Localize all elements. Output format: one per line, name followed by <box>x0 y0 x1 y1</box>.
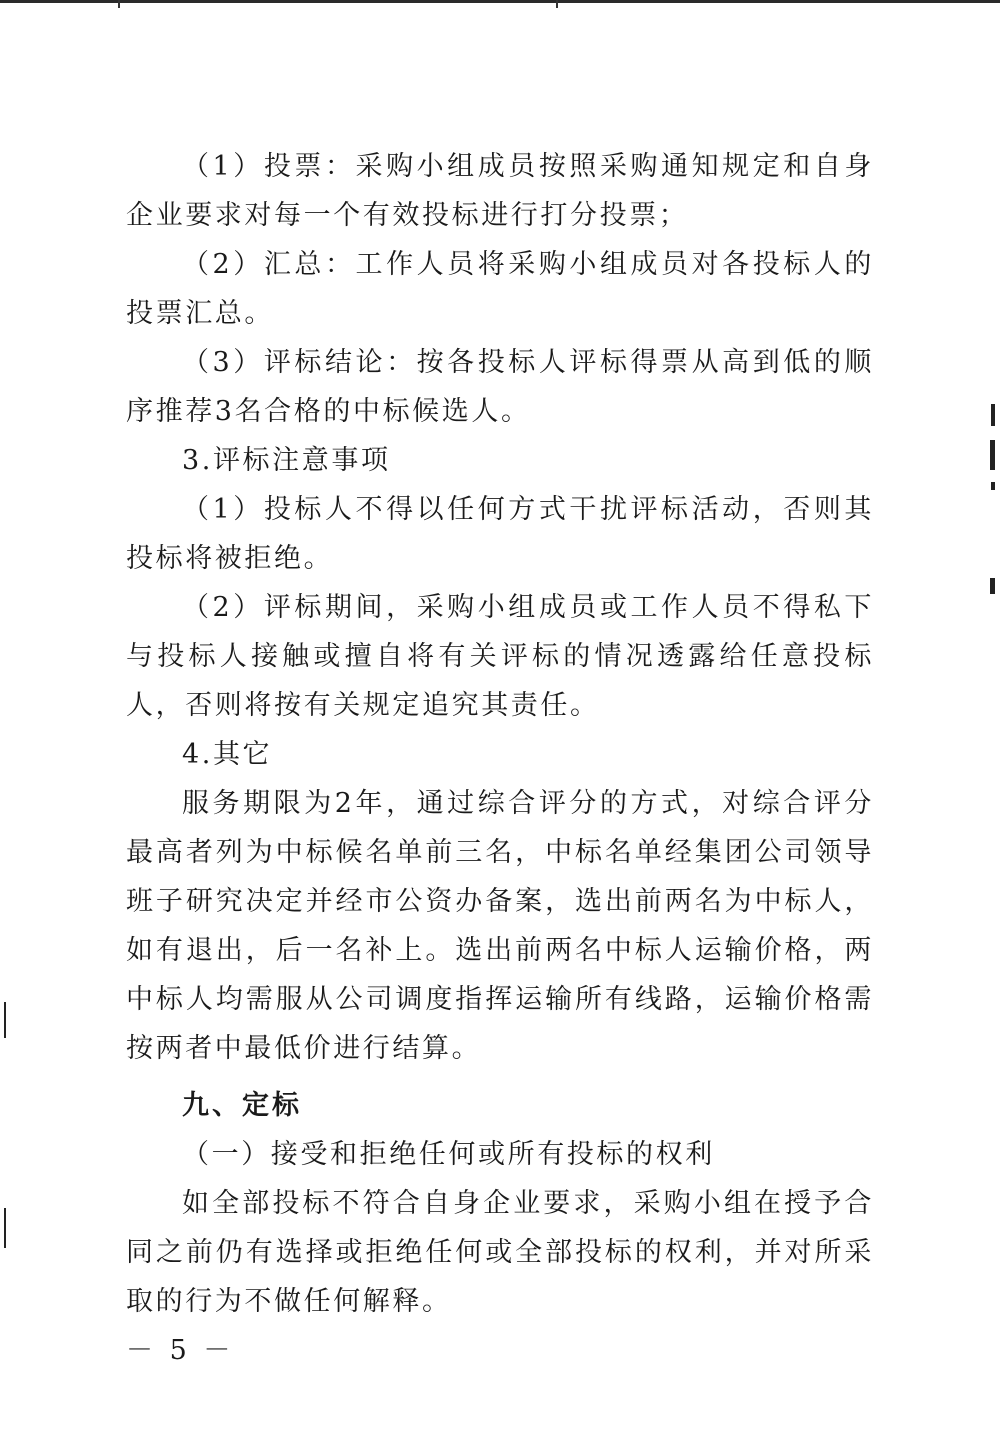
chapter-heading-award: 九、定标 <box>182 1090 302 1121</box>
subheading-rights: （一）接受和拒绝任何或所有投标的权利 <box>182 1139 715 1170</box>
paragraph-service-term: 服务期限为2年，通过综合评分的方式，对综合评分最高者列为中标候名单前三名，中标名单经集团公司领导班子研究决定并经市公资办备案，选出前两名为中标人，如有退出，后一名补上。选出前两名中标人运输价格，两中标人均需服从公司调度指挥运输所有线路，运输价格需按两者中最低价进行结算。 <box>126 788 874 1064</box>
binding-mark <box>991 404 995 426</box>
binding-mark <box>991 482 995 490</box>
binding-mark <box>990 440 995 470</box>
paragraph-summary: （2）汇总：工作人员将采购小组成员对各投标人的投票汇总。 <box>126 249 874 329</box>
paragraph-voting: （1）投票：采购小组成员按照采购通知规定和自身企业要求对每一个有效投标进行打分投票； <box>126 151 874 231</box>
paragraph-note-1: （1）投标人不得以任何方式干扰评标活动，否则其投标将被拒绝。 <box>126 494 874 574</box>
paragraph-conclusion: （3）评标结论：按各投标人评标得票从高到低的顺序推荐3名合格的中标候选人。 <box>126 347 874 427</box>
binding-mark <box>4 1002 6 1038</box>
scan-tick <box>118 0 120 8</box>
section-heading-other: 4.其它 <box>182 739 273 770</box>
paragraph-note-2: （2）评标期间，采购小组成员或工作人员不得私下与投标人接触或擅自将有关评标的情况透露给任意投标人，否则将按有关规定追究其责任。 <box>126 592 874 721</box>
binding-mark <box>990 578 995 594</box>
paragraph-rights: 如全部投标不符合自身企业要求，采购小组在授予合同之前仍有选择或拒绝任何或全部投标的权利，并对所采取的行为不做任何解释。 <box>126 1188 874 1317</box>
scan-tick <box>556 0 558 8</box>
section-heading-notes: 3.评标注意事项 <box>182 445 391 476</box>
page-number: － 5 － <box>126 1335 235 1366</box>
document-body <box>126 142 874 1326</box>
binding-mark <box>4 1208 6 1248</box>
scan-top-edge <box>0 0 1000 3</box>
